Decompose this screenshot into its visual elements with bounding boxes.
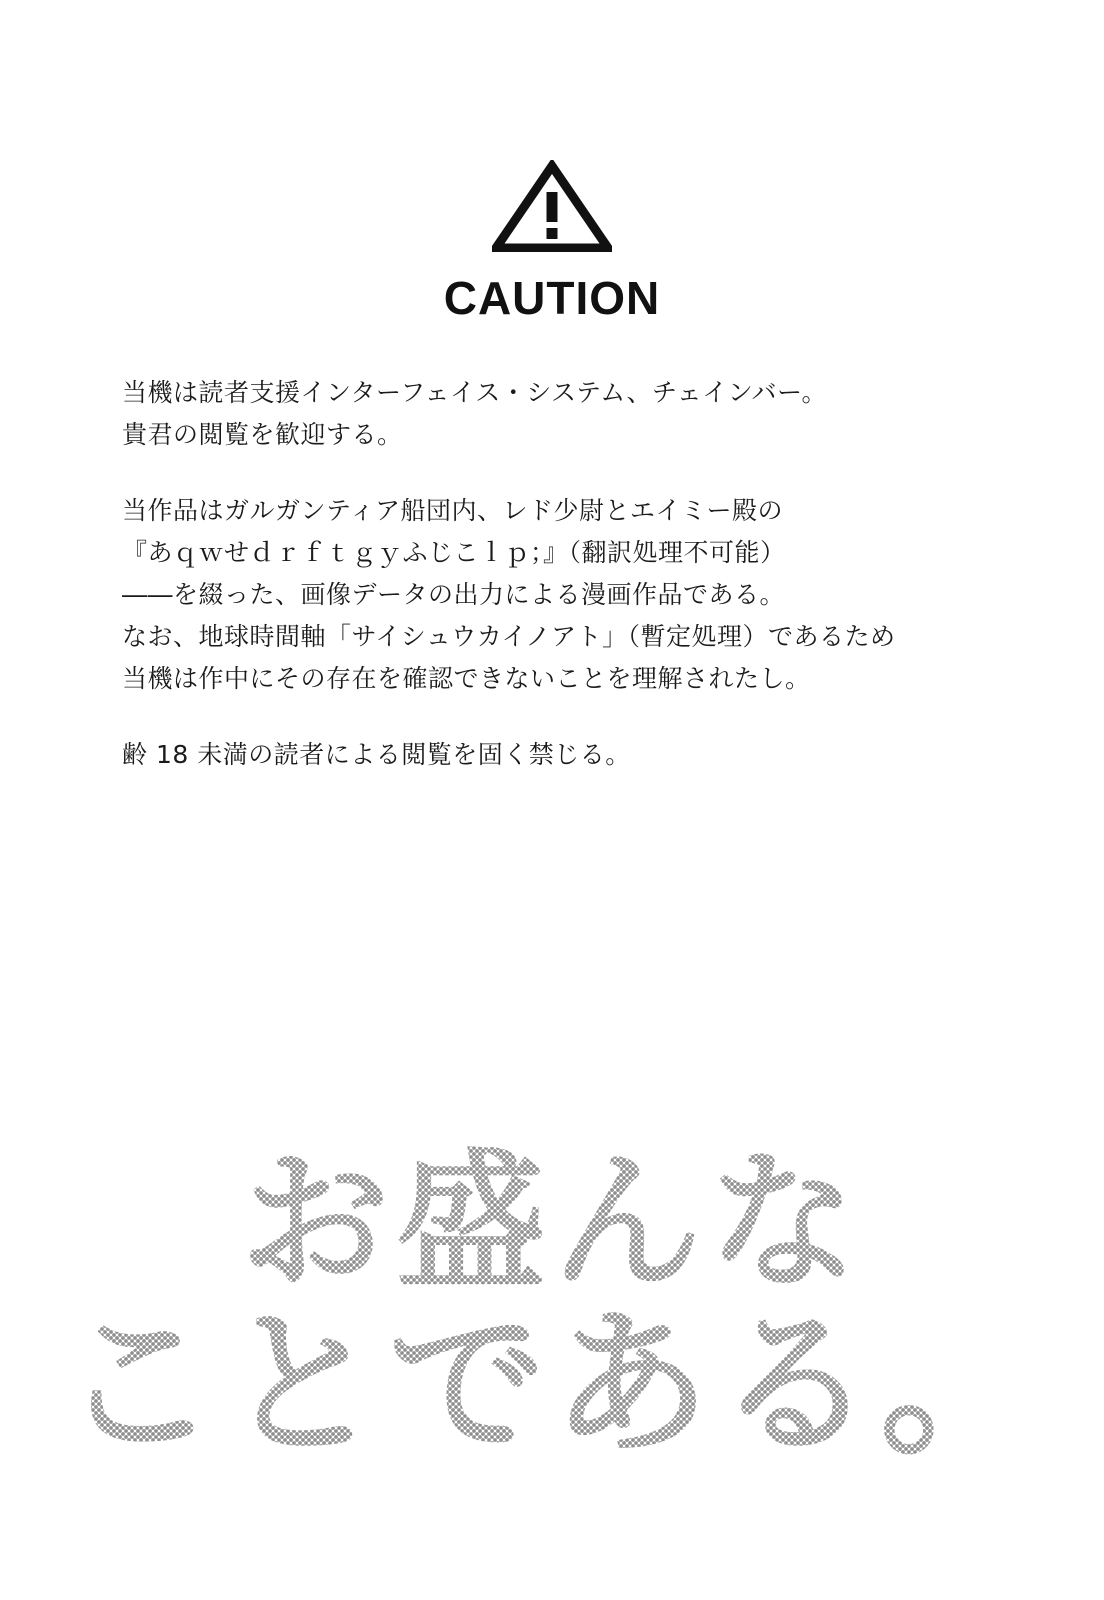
notice-line: 貴君の閲覧を歓迎する。 [122, 420, 403, 449]
notice-paragraph [122, 372, 1002, 456]
notice-line: 当機は読者支援インターフェイス・システム、チェインバー。 [122, 378, 828, 407]
notice-line: 当機は作中にその存在を確認できないことを理解されたし。 [122, 664, 811, 693]
caution-header [0, 160, 1104, 325]
age-restriction-line: 齢 18 未満の読者による閲覧を固く禁じる。 [122, 740, 631, 769]
warning-triangle-icon [0, 160, 1104, 257]
watermark-line-1 [0, 1136, 1104, 1310]
notice-paragraph [122, 734, 1002, 776]
watermark-line-2 [0, 1293, 1104, 1477]
notice-body [122, 372, 1002, 776]
notice-line: 当作品はガルガンティア船団内、レド少尉とエイミー殿の [122, 496, 784, 525]
notice-line: 『あｑｗせｄｒｆｔｇｙふじこｌｐ；』（翻訳処理不可能） [122, 538, 786, 567]
watermark-text: お盛んな [239, 1136, 864, 1310]
notice-line: ――を綴った、画像データの出力による漫画作品である。 [122, 580, 786, 609]
notice-paragraph [122, 490, 1002, 700]
watermark-text: ことである。 [60, 1293, 1044, 1477]
notice-line: なお、地球時間軸「サイシュウカイノアト」（暫定処理）であるため [122, 622, 896, 651]
caution-heading: CAUTION [443, 272, 661, 324]
